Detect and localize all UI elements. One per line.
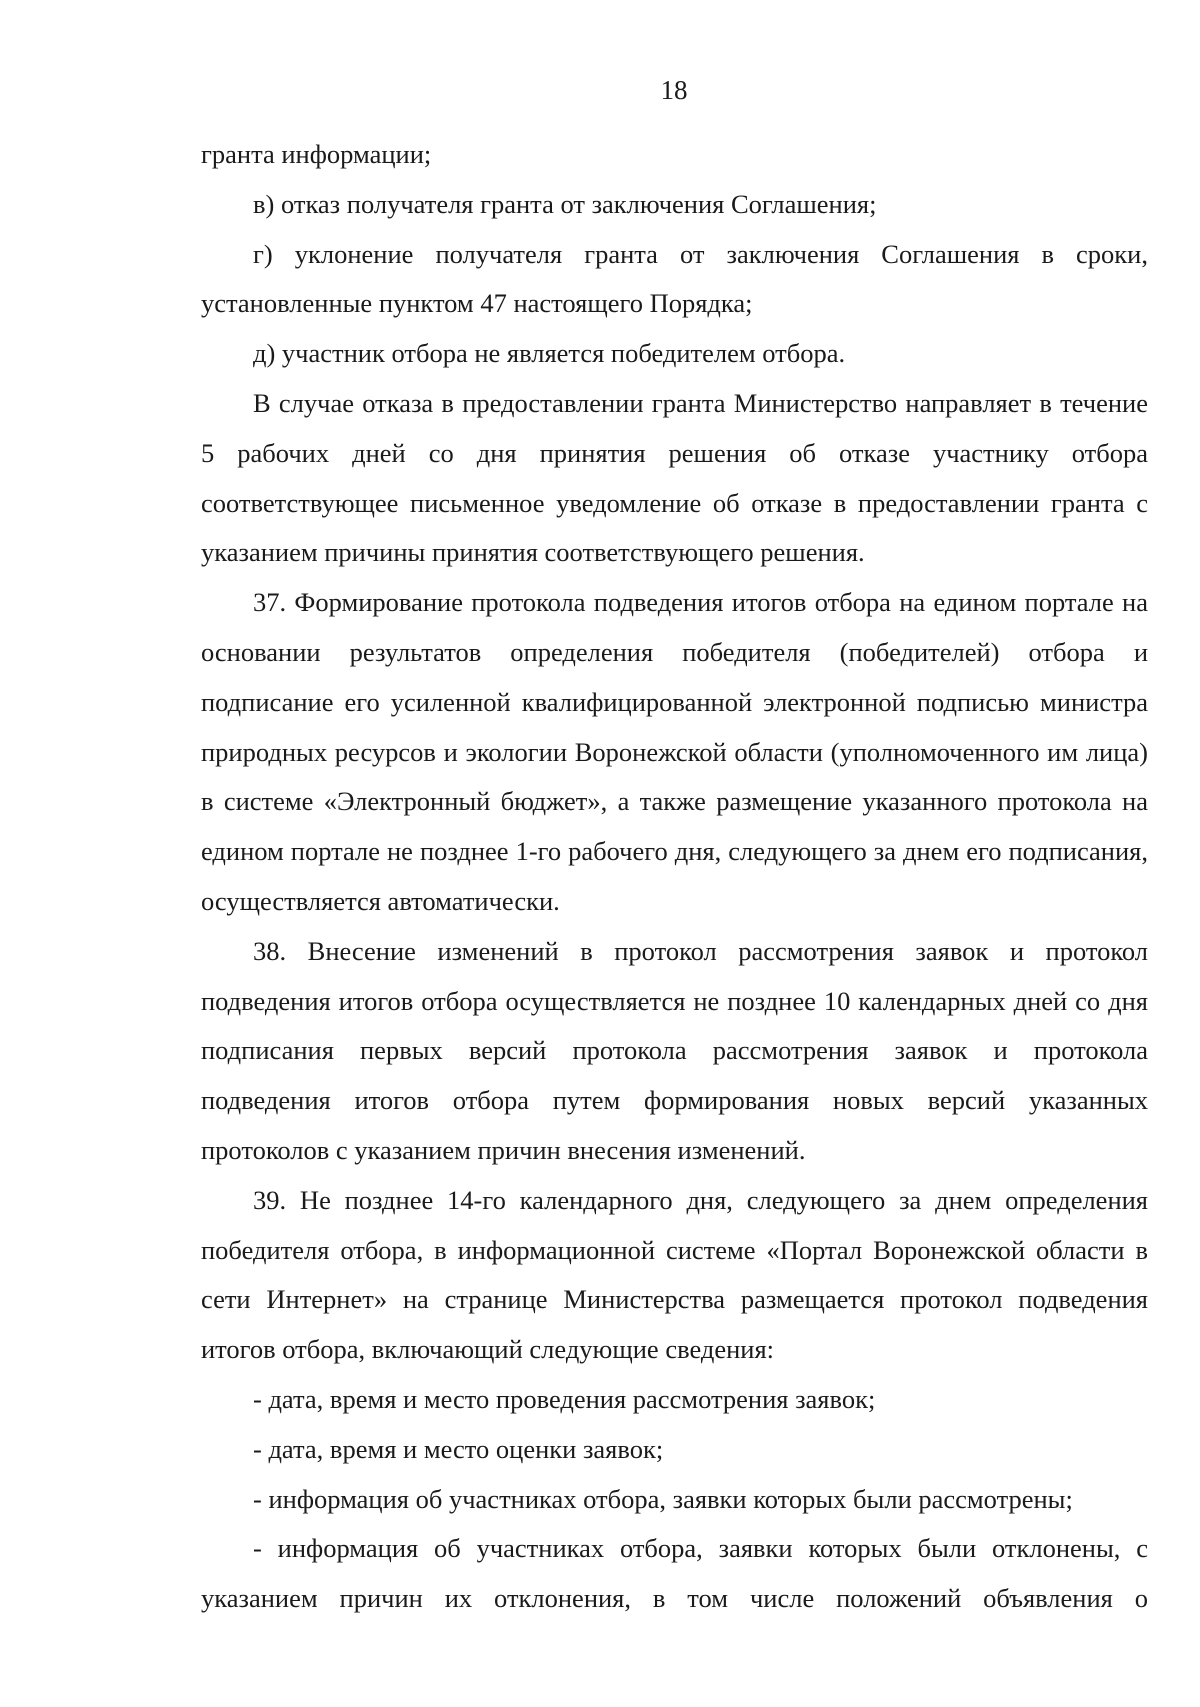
page-number: 18 (660, 75, 688, 105)
paragraph-38: 38. Внесение изменений в протокол рассмотрения заявок и протокол подведения итогов отбора осуществляется не позднее 10 календарных дней со дня подписания первых версий протокола рассмотрения заявок и протокола подведения итогов отбора путем формирования новых версий указанных протоколов с указанием причин внесения изменений. (201, 935, 1148, 1165)
list-item-dash: - информация об участниках отбора, заявки которых были рассмотрены; (253, 1483, 1073, 1514)
list-item-g: г) уклонение получателя гранта от заключения Соглашения в сроки, установленные пунктом 47 настоящего Порядка; (201, 238, 1148, 319)
document-body (201, 130, 1148, 1624)
list-item-d: д) участник отбора не является победителем отбора. (253, 338, 846, 369)
paragraph-refusal-notice: В случае отказа в предоставлении гранта Министерство направляет в течение 5 рабочих дней со дня принятия решения об отказе участнику отбора соответствующее письменное уведомление об отказе в предоставлении гранта с указанием причины принятия соответствующего решения. (201, 387, 1148, 568)
paragraph-continuation: гранта информации; (201, 139, 432, 169)
list-item-dash: - дата, время и место оценки заявок; (253, 1433, 664, 1464)
list-item-v: в) отказ получателя гранта от заключения Соглашения; (253, 188, 877, 219)
paragraph-37: 37. Формирование протокола подведения итогов отбора на едином портале на основании результатов определения победителя (победителей) отбора и подписание его усиленной квалифицированной электронной подписью министра природных ресурсов и экологии Воронежской области (уполномоченного им лица) в системе «Электронный бюджет», а также размещение указанного протокола на едином портале не позднее 1-го рабочего дня, следующего за днем его подписания, осуществляется автоматически. (201, 587, 1148, 916)
paragraph-39: 39. Не позднее 14-го календарного дня, следующего за днем определения победителя отбора, в информационной системе «Портал Воронежской области в сети Интернет» на странице Министерства размещается протокол подведения итогов отбора, включающий следующие сведения: (201, 1184, 1148, 1365)
list-item-dash: - информация об участниках отбора, заявки которых были отклонены, с указанием причин их отклонения, в том числе положений объявления о (201, 1533, 1148, 1614)
list-item-dash: - дата, время и место проведения рассмотрения заявок; (253, 1383, 876, 1414)
